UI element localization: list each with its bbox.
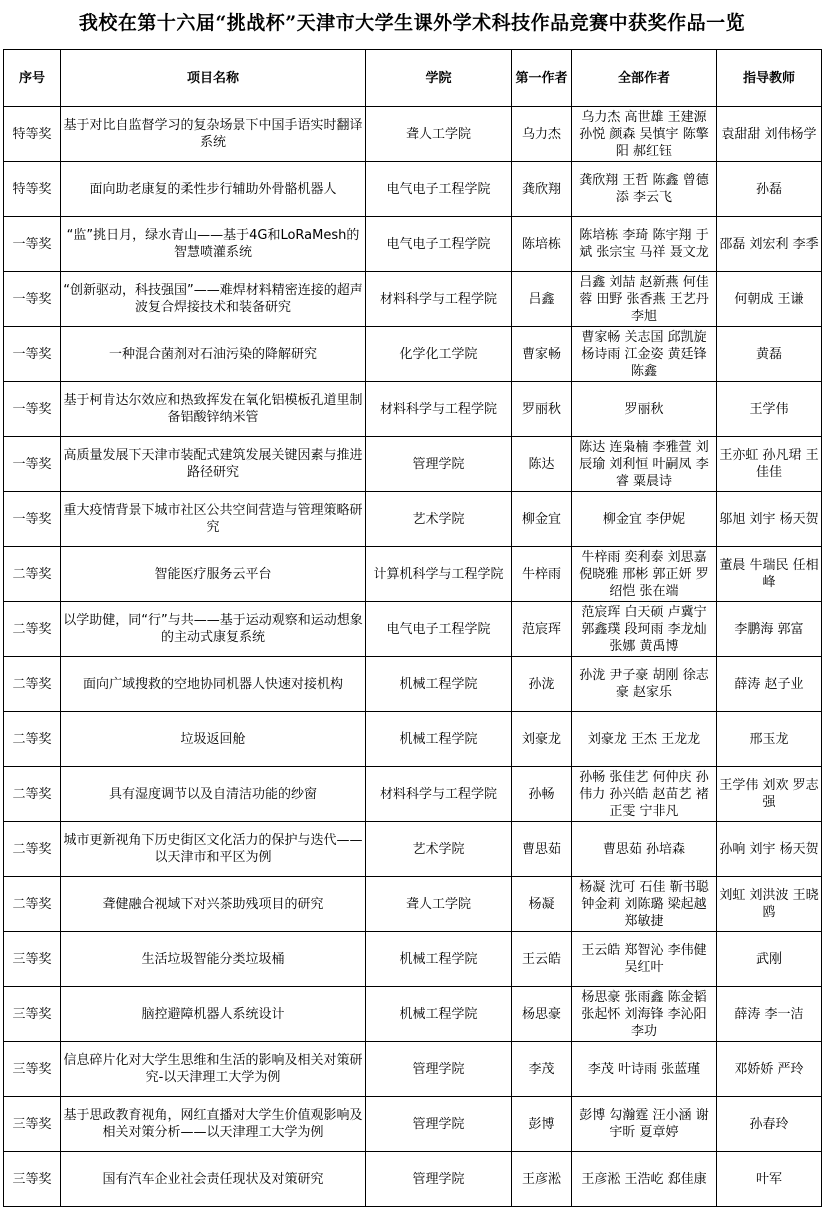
table-body xyxy=(4,107,822,1207)
cell-first-author: 孙泷 xyxy=(512,657,572,712)
cell-first-author: 吕鑫 xyxy=(512,272,572,327)
cell-advisors: 黄磊 xyxy=(717,327,822,382)
header-rank: 序号 xyxy=(4,50,61,107)
table-row xyxy=(4,1042,822,1097)
cell-project-name: 高质量发展下天津市装配式建筑发展关键因素与推进路径研究 xyxy=(61,437,366,492)
cell-school: 聋人工学院 xyxy=(366,877,512,932)
cell-school: 机械工程学院 xyxy=(366,987,512,1042)
cell-advisors: 薛涛 赵子业 xyxy=(717,657,822,712)
cell-rank: 三等奖 xyxy=(4,1042,61,1097)
cell-rank: 二等奖 xyxy=(4,767,61,822)
table-row xyxy=(4,1097,822,1152)
table-row xyxy=(4,932,822,987)
cell-project-name: 面向助老康复的柔性步行辅助外骨骼机器人 xyxy=(61,162,366,217)
cell-project-name: 聋健融合视域下对兴茶助残项目的研究 xyxy=(61,877,366,932)
table-row xyxy=(4,767,822,822)
cell-school: 材料科学与工程学院 xyxy=(366,382,512,437)
cell-first-author: 孙畅 xyxy=(512,767,572,822)
table-row xyxy=(4,382,822,437)
cell-school: 聋人工学院 xyxy=(366,107,512,162)
cell-advisors: 孙春玲 xyxy=(717,1097,822,1152)
cell-all-authors: 乌力杰 高世雄 王建源 孙悦 颜森 吴慎宇 陈擎阳 郝红钰 xyxy=(572,107,717,162)
cell-school: 材料科学与工程学院 xyxy=(366,767,512,822)
cell-first-author: 曹思茹 xyxy=(512,822,572,877)
cell-all-authors: 杨思豪 张雨鑫 陈金韬 张起怀 刘海锋 李沁阳 李功 xyxy=(572,987,717,1042)
cell-school: 管理学院 xyxy=(366,1042,512,1097)
cell-advisors: 邢玉龙 xyxy=(717,712,822,767)
cell-rank: 一等奖 xyxy=(4,437,61,492)
cell-rank: 三等奖 xyxy=(4,1097,61,1152)
cell-advisors: 邓娇娇 严玲 xyxy=(717,1042,822,1097)
cell-first-author: 王云皓 xyxy=(512,932,572,987)
table-row xyxy=(4,162,822,217)
cell-first-author: 陈培栋 xyxy=(512,217,572,272)
table-row xyxy=(4,107,822,162)
cell-all-authors: 陈培栋 李琦 陈宇翔 于斌 张宗宝 马祥 聂文龙 xyxy=(572,217,717,272)
cell-first-author: 王彦淞 xyxy=(512,1152,572,1207)
cell-project-name: 面向广域搜救的空地协同机器人快速对接机构 xyxy=(61,657,366,712)
cell-project-name: 智能医疗服务云平台 xyxy=(61,547,366,602)
cell-project-name: 重大疫情背景下城市社区公共空间营造与管理策略研究 xyxy=(61,492,366,547)
cell-project-name: 基于对比自监督学习的复杂场景下中国手语实时翻译系统 xyxy=(61,107,366,162)
table-row xyxy=(4,712,822,767)
header-school: 学院 xyxy=(366,50,512,107)
cell-rank: 一等奖 xyxy=(4,272,61,327)
cell-school: 管理学院 xyxy=(366,437,512,492)
table-row xyxy=(4,547,822,602)
table-row xyxy=(4,822,822,877)
table-row xyxy=(4,217,822,272)
cell-all-authors: 陈达 连枭楠 李雅萱 刘辰瑜 刘利恒 叶嗣凤 李睿 粟晨诗 xyxy=(572,437,717,492)
cell-advisors: 邬旭 刘宇 杨天贺 xyxy=(717,492,822,547)
cell-advisors: 孙磊 xyxy=(717,162,822,217)
cell-rank: 一等奖 xyxy=(4,382,61,437)
cell-rank: 三等奖 xyxy=(4,1152,61,1207)
cell-rank: 一等奖 xyxy=(4,217,61,272)
cell-project-name: 城市更新视角下历史街区文化活力的保护与迭代——以天津市和平区为例 xyxy=(61,822,366,877)
cell-all-authors: 牛梓雨 奕利泰 刘思嘉 倪晓雅 邢彬 郭正妍 罗绍恺 张在端 xyxy=(572,547,717,602)
cell-school: 机械工程学院 xyxy=(366,657,512,712)
cell-first-author: 杨思豪 xyxy=(512,987,572,1042)
cell-rank: 三等奖 xyxy=(4,932,61,987)
cell-first-author: 陈达 xyxy=(512,437,572,492)
cell-all-authors: 李茂 叶诗雨 张蓝瑾 xyxy=(572,1042,717,1097)
table-row xyxy=(4,602,822,657)
cell-first-author: 龚欣翔 xyxy=(512,162,572,217)
cell-all-authors: 罗丽秋 xyxy=(572,382,717,437)
cell-school: 化学化工学院 xyxy=(366,327,512,382)
cell-advisors: 袁甜甜 刘伟杨学 xyxy=(717,107,822,162)
cell-project-name: 信息碎片化对大学生思维和生活的影响及相关对策研究-以天津理工大学为例 xyxy=(61,1042,366,1097)
table-row xyxy=(4,272,822,327)
cell-school: 机械工程学院 xyxy=(366,932,512,987)
cell-rank: 二等奖 xyxy=(4,822,61,877)
cell-project-name: 脑控避障机器人系统设计 xyxy=(61,987,366,1042)
cell-rank: 二等奖 xyxy=(4,547,61,602)
cell-first-author: 杨凝 xyxy=(512,877,572,932)
cell-project-name: 一种混合菌剂对石油污染的降解研究 xyxy=(61,327,366,382)
cell-school: 管理学院 xyxy=(366,1152,512,1207)
cell-school: 电气电子工程学院 xyxy=(366,162,512,217)
cell-first-author: 曹家畅 xyxy=(512,327,572,382)
cell-first-author: 柳金宜 xyxy=(512,492,572,547)
cell-rank: 二等奖 xyxy=(4,602,61,657)
cell-rank: 特等奖 xyxy=(4,107,61,162)
cell-project-name: 基于柯肯达尔效应和热致挥发在氧化铝模板孔道里制备铝酸锌纳米管 xyxy=(61,382,366,437)
cell-advisors: 叶军 xyxy=(717,1152,822,1207)
cell-first-author: 范宸珲 xyxy=(512,602,572,657)
cell-advisors: 邵磊 刘宏利 李季 xyxy=(717,217,822,272)
cell-rank: 三等奖 xyxy=(4,987,61,1042)
cell-school: 艺术学院 xyxy=(366,822,512,877)
cell-school: 材料科学与工程学院 xyxy=(366,272,512,327)
cell-advisors: 何朝成 王谦 xyxy=(717,272,822,327)
cell-all-authors: 龚欣翔 王哲 陈鑫 曾德添 李云飞 xyxy=(572,162,717,217)
cell-all-authors: 杨凝 沈可 石佳 靳书聪 钟金莉 刘陈璐 梁起越 郑敏捷 xyxy=(572,877,717,932)
cell-rank: 一等奖 xyxy=(4,327,61,382)
cell-advisors: 王亦虹 孙凡珺 王佳佳 xyxy=(717,437,822,492)
cell-advisors: 孙响 刘宇 杨天贺 xyxy=(717,822,822,877)
cell-project-name: 具有湿度调节以及自清洁功能的纱窗 xyxy=(61,767,366,822)
cell-all-authors: 范宸珲 白天硕 卢冀宁 郭鑫璞 段珂雨 李龙灿 张娜 黄禹博 xyxy=(572,602,717,657)
cell-school: 计算机科学与工程学院 xyxy=(366,547,512,602)
table-row xyxy=(4,1152,822,1207)
cell-advisors: 李鹏海 郭富 xyxy=(717,602,822,657)
cell-all-authors: 曹思茹 孙培森 xyxy=(572,822,717,877)
cell-rank: 一等奖 xyxy=(4,492,61,547)
header-all-authors: 全部作者 xyxy=(572,50,717,107)
table-row xyxy=(4,437,822,492)
cell-rank: 二等奖 xyxy=(4,877,61,932)
cell-all-authors: 刘豪龙 王杰 王龙龙 xyxy=(572,712,717,767)
cell-advisors: 王学伟 xyxy=(717,382,822,437)
cell-first-author: 彭博 xyxy=(512,1097,572,1152)
cell-first-author: 罗丽秋 xyxy=(512,382,572,437)
cell-all-authors: 曹家畅 关志国 邱凯旋 杨诗雨 江金姿 黄廷锋 陈鑫 xyxy=(572,327,717,382)
cell-advisors: 武刚 xyxy=(717,932,822,987)
cell-advisors: 刘虹 刘洪波 王晓鸥 xyxy=(717,877,822,932)
cell-project-name: 以学助健，同“行”与共——基于运动观察和运动想象的主动式康复系统 xyxy=(61,602,366,657)
cell-school: 电气电子工程学院 xyxy=(366,217,512,272)
cell-rank: 特等奖 xyxy=(4,162,61,217)
header-name: 项目名称 xyxy=(61,50,366,107)
cell-first-author: 刘豪龙 xyxy=(512,712,572,767)
table-row xyxy=(4,492,822,547)
awards-table xyxy=(3,49,822,1207)
cell-rank: 二等奖 xyxy=(4,712,61,767)
cell-project-name: “监”挑日月，绿水青山——基于4G和LoRaMesh的智慧喷灌系统 xyxy=(61,217,366,272)
cell-project-name: 生活垃圾智能分类垃圾桶 xyxy=(61,932,366,987)
table-row xyxy=(4,877,822,932)
table-row xyxy=(4,657,822,712)
cell-first-author: 牛梓雨 xyxy=(512,547,572,602)
cell-all-authors: 彭博 勾瀚霆 汪小涵 谢宇昕 夏章婷 xyxy=(572,1097,717,1152)
table-row xyxy=(4,327,822,382)
cell-school: 机械工程学院 xyxy=(366,712,512,767)
cell-all-authors: 孙泷 尹子豪 胡刚 徐志豪 赵家乐 xyxy=(572,657,717,712)
cell-school: 艺术学院 xyxy=(366,492,512,547)
cell-school: 电气电子工程学院 xyxy=(366,602,512,657)
cell-advisors: 薛涛 李一洁 xyxy=(717,987,822,1042)
cell-school: 管理学院 xyxy=(366,1097,512,1152)
cell-advisors: 董晨 牛瑞民 任相峰 xyxy=(717,547,822,602)
cell-first-author: 李茂 xyxy=(512,1042,572,1097)
cell-project-name: “创新驱动，科技强国”——难焊材料精密连接的超声波复合焊接技术和装备研究 xyxy=(61,272,366,327)
header-advisors: 指导教师 xyxy=(717,50,822,107)
header-first-author: 第一作者 xyxy=(512,50,572,107)
cell-first-author: 乌力杰 xyxy=(512,107,572,162)
cell-advisors: 王学伟 刘欢 罗志强 xyxy=(717,767,822,822)
cell-all-authors: 孙畅 张佳艺 何仲庆 孙伟力 孙兴皓 赵苗艺 褚正雯 宁非凡 xyxy=(572,767,717,822)
page-title: 我校在第十六届“挑战杯”天津市大学生课外学术科技作品竞赛中获奖作品一览 xyxy=(78,12,746,34)
cell-all-authors: 王彦淞 王浩屹 郄佳康 xyxy=(572,1152,717,1207)
cell-all-authors: 吕鑫 刘喆 赵新燕 何佳蓉 田野 张香燕 王艺丹 李旭 xyxy=(572,272,717,327)
cell-project-name: 基于思政教育视角，网红直播对大学生价值观影响及相关对策分析——以天津理工大学为例 xyxy=(61,1097,366,1152)
cell-all-authors: 柳金宜 李伊妮 xyxy=(572,492,717,547)
table-row xyxy=(4,987,822,1042)
table-header-row xyxy=(4,50,822,107)
cell-all-authors: 王云皓 郑智沁 李伟健 吴红叶 xyxy=(572,932,717,987)
cell-project-name: 国有汽车企业社会责任现状及对策研究 xyxy=(61,1152,366,1207)
cell-rank: 二等奖 xyxy=(4,657,61,712)
cell-project-name: 垃圾返回舱 xyxy=(61,712,366,767)
